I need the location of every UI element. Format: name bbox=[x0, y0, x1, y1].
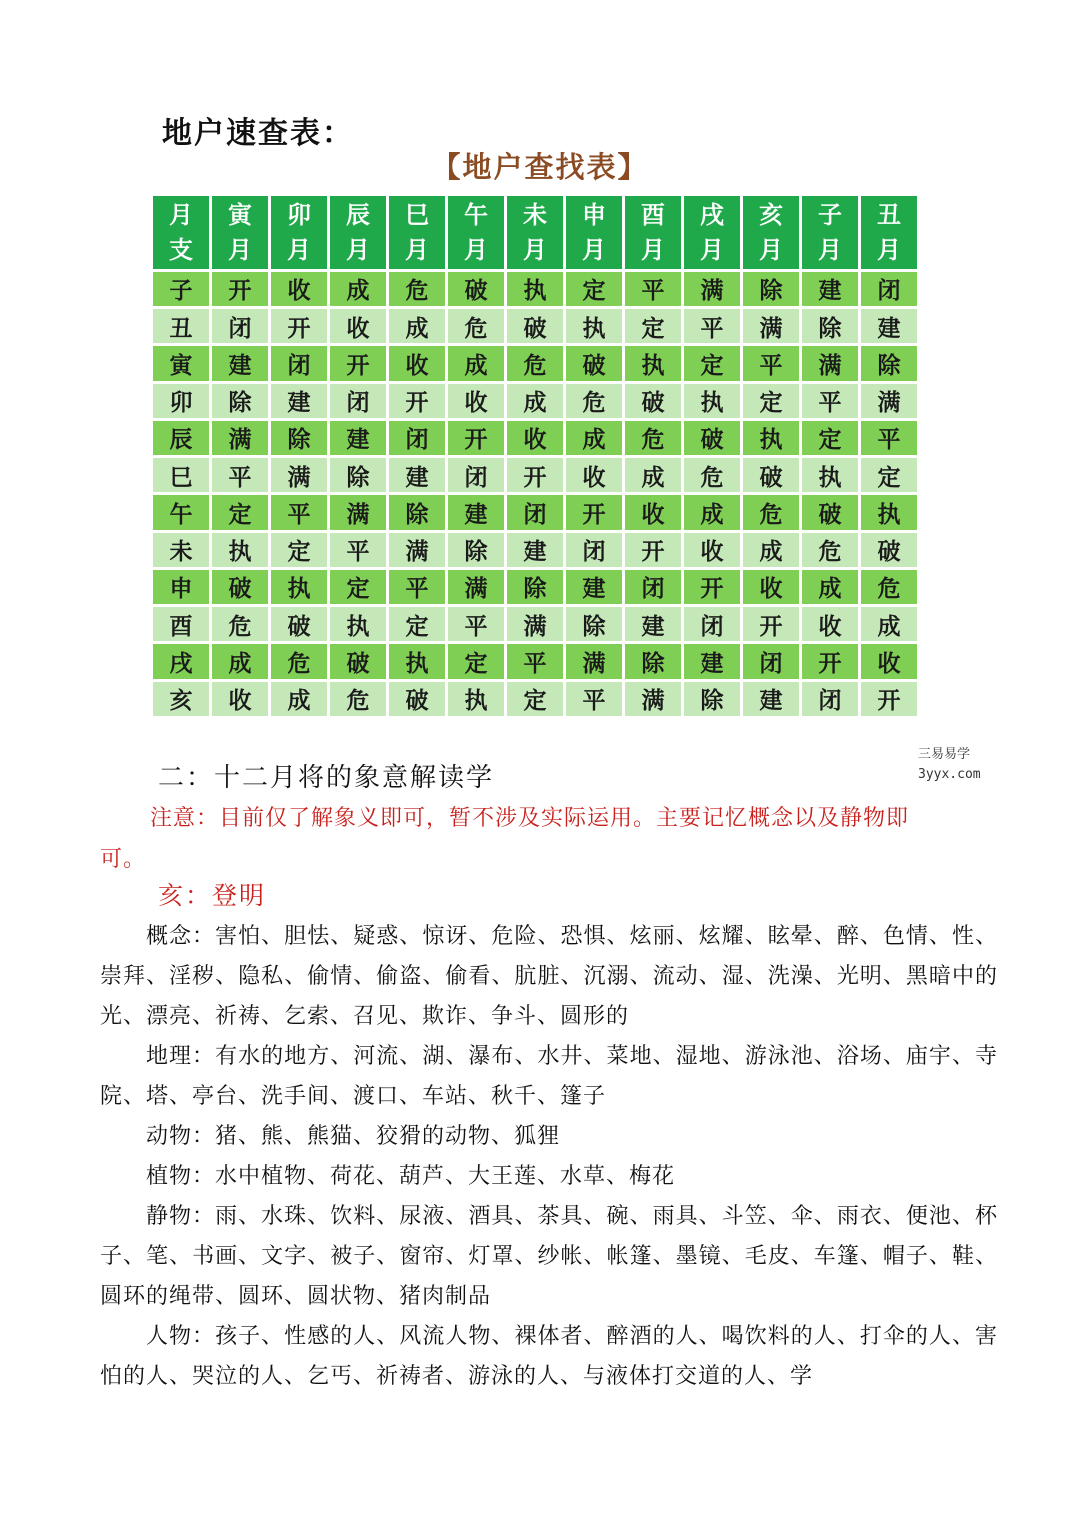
table-cell: 执 bbox=[212, 533, 268, 567]
table-cell: 危 bbox=[448, 309, 504, 343]
table-row bbox=[153, 458, 917, 492]
table-row-label: 申 bbox=[153, 570, 209, 604]
table-header-char: 月 bbox=[582, 235, 606, 265]
table-cell: 危 bbox=[271, 644, 327, 678]
table-header-char: 午 bbox=[464, 200, 488, 230]
table-cell: 除 bbox=[507, 570, 563, 604]
table-row bbox=[153, 346, 917, 380]
table-row bbox=[153, 682, 917, 716]
table-cell: 平 bbox=[330, 533, 386, 567]
table-cell: 闭 bbox=[389, 421, 445, 455]
table-header-char: 月 bbox=[700, 235, 724, 265]
table-cell: 定 bbox=[802, 421, 858, 455]
table-cell: 满 bbox=[861, 384, 917, 418]
table-cell: 满 bbox=[448, 570, 504, 604]
table-cell: 闭 bbox=[743, 644, 799, 678]
table-cell: 定 bbox=[743, 384, 799, 418]
table-cell: 收 bbox=[684, 533, 740, 567]
table-cell: 平 bbox=[271, 495, 327, 529]
paragraph-people: 人物：孩子、性感的人、风流人物、裸体者、醉酒的人、喝饮料的人、打伞的人、害怕的人、哭泣的人、乞丐、祈祷者、游泳的人、与液体打交道的人、学 bbox=[100, 1324, 998, 1389]
table-header-char: 月 bbox=[169, 200, 193, 230]
watermark-line-1: 三易易学 bbox=[918, 747, 971, 762]
table-header-cell bbox=[743, 196, 799, 269]
table-cell: 除 bbox=[861, 346, 917, 380]
table-cell: 危 bbox=[389, 272, 445, 306]
table-cell: 定 bbox=[271, 533, 327, 567]
table-cell: 执 bbox=[330, 607, 386, 641]
table-cell: 危 bbox=[566, 384, 622, 418]
table-cell: 开 bbox=[566, 495, 622, 529]
table-cell: 成 bbox=[625, 458, 681, 492]
table-row-label: 寅 bbox=[153, 346, 209, 380]
paragraph-objects: 静物：雨、水珠、饮料、尿液、酒具、茶具、碗、雨具、斗笠、伞、雨衣、便池、杯子、笔、书画、文字、被子、窗帘、灯罩、纱帐、帐篷、墨镜、毛皮、车篷、帽子、鞋、圆环的绳带、圆环、圆状物、猪肉制品 bbox=[100, 1204, 998, 1309]
table-cell: 除 bbox=[684, 682, 740, 716]
table-cell: 成 bbox=[448, 346, 504, 380]
table-cell: 成 bbox=[566, 421, 622, 455]
table-row bbox=[153, 644, 917, 678]
table-cell: 闭 bbox=[625, 570, 681, 604]
table-cell: 闭 bbox=[330, 384, 386, 418]
table-row-label: 亥 bbox=[153, 682, 209, 716]
table-header-cell bbox=[389, 196, 445, 269]
table-cell: 建 bbox=[330, 421, 386, 455]
table-row-label: 午 bbox=[153, 495, 209, 529]
table-cell: 平 bbox=[802, 384, 858, 418]
table-cell: 定 bbox=[330, 570, 386, 604]
table-cell: 定 bbox=[625, 309, 681, 343]
table-header-cell bbox=[330, 196, 386, 269]
paragraph-concept: 概念：害怕、胆怯、疑惑、惊讶、危险、恐惧、炫丽、炫耀、眩晕、醉、色情、性、崇拜、淫秽、隐私、偷情、偷盗、偷看、肮脏、沉溺、流动、湿、洗澡、光明、黑暗中的光、漂亮、祈祷、乞索、召见、欺诈、争斗、圆形的 bbox=[100, 924, 998, 1029]
table-header-row bbox=[153, 196, 917, 269]
table-cell: 定 bbox=[861, 458, 917, 492]
table-header-char: 丑 bbox=[877, 200, 901, 230]
table-cell: 开 bbox=[448, 421, 504, 455]
table-cell: 闭 bbox=[684, 607, 740, 641]
table-row-label: 卯 bbox=[153, 384, 209, 418]
table-cell: 建 bbox=[802, 272, 858, 306]
table-cell: 定 bbox=[566, 272, 622, 306]
table-cell: 执 bbox=[271, 570, 327, 604]
table-row-label: 丑 bbox=[153, 309, 209, 343]
table-cell: 破 bbox=[566, 346, 622, 380]
table-cell: 破 bbox=[271, 607, 327, 641]
table-cell: 建 bbox=[389, 458, 445, 492]
table-cell: 成 bbox=[271, 682, 327, 716]
table-header-char: 月 bbox=[228, 235, 252, 265]
table-cell: 成 bbox=[212, 644, 268, 678]
watermark-line-2: 3yyx.com bbox=[918, 767, 981, 782]
table-cell: 收 bbox=[802, 607, 858, 641]
table-cell: 平 bbox=[861, 421, 917, 455]
table-header-char: 月 bbox=[405, 235, 429, 265]
table-header-char: 月 bbox=[523, 235, 547, 265]
table-cell: 破 bbox=[625, 384, 681, 418]
table-header-cell bbox=[802, 196, 858, 269]
table-cell: 危 bbox=[507, 346, 563, 380]
table-cell: 除 bbox=[743, 272, 799, 306]
table-header-cell bbox=[212, 196, 268, 269]
table-cell: 除 bbox=[271, 421, 327, 455]
table-cell: 执 bbox=[389, 644, 445, 678]
table-cell: 成 bbox=[507, 384, 563, 418]
table-cell: 除 bbox=[389, 495, 445, 529]
table-cell: 破 bbox=[861, 533, 917, 567]
paragraph-animals: 动物：猪、熊、熊猫、狡猾的动物、狐狸 bbox=[146, 1124, 561, 1149]
table-header-char: 辰 bbox=[346, 200, 370, 230]
table-row-label: 子 bbox=[153, 272, 209, 306]
table-cell: 执 bbox=[802, 458, 858, 492]
table-cell: 破 bbox=[507, 309, 563, 343]
table-title: 【地户查找表】 bbox=[431, 150, 649, 184]
table-row bbox=[153, 570, 917, 604]
table-header-char: 寅 bbox=[228, 200, 252, 230]
table-cell: 闭 bbox=[566, 533, 622, 567]
table-cell: 开 bbox=[507, 458, 563, 492]
sub-title: 亥：登明 bbox=[158, 881, 267, 910]
table-cell: 平 bbox=[212, 458, 268, 492]
table-row bbox=[153, 421, 917, 455]
table-cell: 平 bbox=[743, 346, 799, 380]
table-header-char: 月 bbox=[759, 235, 783, 265]
table-row-label: 辰 bbox=[153, 421, 209, 455]
table-header-char: 月 bbox=[818, 235, 842, 265]
table-cell: 除 bbox=[330, 458, 386, 492]
table-header-char: 酉 bbox=[641, 200, 665, 230]
table-cell: 执 bbox=[684, 384, 740, 418]
table-cell: 开 bbox=[802, 644, 858, 678]
table-cell: 收 bbox=[861, 644, 917, 678]
table-cell: 满 bbox=[625, 682, 681, 716]
table-cell: 破 bbox=[684, 421, 740, 455]
note bbox=[100, 798, 1000, 880]
table-cell: 定 bbox=[448, 644, 504, 678]
table-cell: 破 bbox=[802, 495, 858, 529]
table-cell: 除 bbox=[448, 533, 504, 567]
table-cell: 开 bbox=[271, 309, 327, 343]
paragraph-plants: 植物：水中植物、荷花、葫芦、大王莲、水草、梅花 bbox=[146, 1164, 676, 1189]
table-cell: 满 bbox=[684, 272, 740, 306]
table-header-char: 月 bbox=[641, 235, 665, 265]
table-cell: 收 bbox=[389, 346, 445, 380]
table-header-char: 亥 bbox=[759, 200, 783, 230]
table-cell: 破 bbox=[448, 272, 504, 306]
table-cell: 满 bbox=[743, 309, 799, 343]
body-text bbox=[100, 917, 998, 1397]
table-header-cell bbox=[507, 196, 563, 269]
table-header-char: 月 bbox=[346, 235, 370, 265]
table-cell: 危 bbox=[802, 533, 858, 567]
table-row-label: 巳 bbox=[153, 458, 209, 492]
table-cell: 闭 bbox=[212, 309, 268, 343]
table-header-cell bbox=[861, 196, 917, 269]
table-cell: 执 bbox=[743, 421, 799, 455]
table-cell: 建 bbox=[448, 495, 504, 529]
table-cell: 开 bbox=[861, 682, 917, 716]
table-cell: 平 bbox=[566, 682, 622, 716]
table-cell: 成 bbox=[330, 272, 386, 306]
table-cell: 成 bbox=[684, 495, 740, 529]
table-cell: 满 bbox=[330, 495, 386, 529]
table-cell: 满 bbox=[507, 607, 563, 641]
table-cell: 建 bbox=[212, 346, 268, 380]
page-heading: 地户速查表： bbox=[162, 116, 354, 151]
watermark bbox=[918, 745, 998, 785]
table-cell: 定 bbox=[389, 607, 445, 641]
table-cell: 破 bbox=[743, 458, 799, 492]
table-header-char: 月 bbox=[287, 235, 311, 265]
table-cell: 收 bbox=[448, 384, 504, 418]
table-cell: 建 bbox=[625, 607, 681, 641]
table-cell: 满 bbox=[566, 644, 622, 678]
table-header-char: 子 bbox=[818, 200, 842, 230]
table-header-cell bbox=[153, 196, 209, 269]
paragraph-geography: 地理：有水的地方、河流、湖、瀑布、水井、菜地、湿地、游泳池、浴场、庙宇、寺院、塔、亭台、洗手间、渡口、车站、秋千、篷子 bbox=[100, 1044, 998, 1109]
table-header-cell bbox=[566, 196, 622, 269]
table-row-label: 酉 bbox=[153, 607, 209, 641]
table-cell: 成 bbox=[389, 309, 445, 343]
table-cell: 建 bbox=[271, 384, 327, 418]
table-cell: 收 bbox=[566, 458, 622, 492]
table-cell: 危 bbox=[743, 495, 799, 529]
table-cell: 成 bbox=[743, 533, 799, 567]
table-cell: 收 bbox=[271, 272, 327, 306]
table-cell: 定 bbox=[212, 495, 268, 529]
table-cell: 建 bbox=[743, 682, 799, 716]
table-cell: 闭 bbox=[271, 346, 327, 380]
table-row bbox=[153, 533, 917, 567]
table-cell: 定 bbox=[684, 346, 740, 380]
table-cell: 破 bbox=[212, 570, 268, 604]
table-row bbox=[153, 607, 917, 641]
table-cell: 成 bbox=[802, 570, 858, 604]
table-cell: 定 bbox=[507, 682, 563, 716]
table-cell: 收 bbox=[212, 682, 268, 716]
table-cell: 平 bbox=[684, 309, 740, 343]
table-cell: 危 bbox=[684, 458, 740, 492]
table-header-cell bbox=[448, 196, 504, 269]
table-cell: 收 bbox=[625, 495, 681, 529]
table-header-char: 申 bbox=[582, 200, 606, 230]
table-cell: 闭 bbox=[507, 495, 563, 529]
table-cell: 开 bbox=[212, 272, 268, 306]
table-row-label: 未 bbox=[153, 533, 209, 567]
table-cell: 破 bbox=[389, 682, 445, 716]
table-cell: 开 bbox=[389, 384, 445, 418]
table-cell: 除 bbox=[802, 309, 858, 343]
table-header-char: 戌 bbox=[700, 200, 724, 230]
table-cell: 平 bbox=[507, 644, 563, 678]
table-cell: 执 bbox=[507, 272, 563, 306]
table-cell: 开 bbox=[743, 607, 799, 641]
table-row bbox=[153, 384, 917, 418]
table-cell: 满 bbox=[212, 421, 268, 455]
table-cell: 破 bbox=[330, 644, 386, 678]
table-cell: 除 bbox=[566, 607, 622, 641]
table-cell: 建 bbox=[684, 644, 740, 678]
table-cell: 除 bbox=[212, 384, 268, 418]
note-line-2: 可。 bbox=[100, 847, 147, 872]
table-cell: 平 bbox=[448, 607, 504, 641]
section-title: 二：十二月将的象意解读学 bbox=[158, 763, 495, 793]
table-cell: 闭 bbox=[861, 272, 917, 306]
table-cell: 执 bbox=[625, 346, 681, 380]
table-cell: 执 bbox=[448, 682, 504, 716]
table-cell: 闭 bbox=[448, 458, 504, 492]
table-cell: 建 bbox=[507, 533, 563, 567]
table-row bbox=[153, 272, 917, 306]
table-header-char: 月 bbox=[877, 235, 901, 265]
table-cell: 危 bbox=[330, 682, 386, 716]
table-cell: 除 bbox=[625, 644, 681, 678]
dihu-lookup-table bbox=[150, 193, 920, 719]
table-header-cell bbox=[684, 196, 740, 269]
table-header-cell bbox=[271, 196, 327, 269]
table-cell: 满 bbox=[389, 533, 445, 567]
table-cell: 满 bbox=[802, 346, 858, 380]
table-cell: 危 bbox=[212, 607, 268, 641]
table-cell: 平 bbox=[625, 272, 681, 306]
note-line-1: 注意：目前仅了解象义即可，暂不涉及实际运用。主要记忆概念以及静物即 bbox=[150, 806, 910, 831]
table-cell: 收 bbox=[507, 421, 563, 455]
table-row-label: 戌 bbox=[153, 644, 209, 678]
table-cell: 建 bbox=[566, 570, 622, 604]
table-header-char: 巳 bbox=[405, 200, 429, 230]
table-cell: 开 bbox=[625, 533, 681, 567]
table-row bbox=[153, 309, 917, 343]
table-header-cell bbox=[625, 196, 681, 269]
table-cell: 成 bbox=[861, 607, 917, 641]
table-header-char: 卯 bbox=[287, 200, 311, 230]
table-cell: 执 bbox=[861, 495, 917, 529]
table-cell: 收 bbox=[330, 309, 386, 343]
table-cell: 开 bbox=[330, 346, 386, 380]
table-cell: 满 bbox=[271, 458, 327, 492]
table-header-char: 支 bbox=[169, 235, 193, 265]
table-cell: 开 bbox=[684, 570, 740, 604]
table-cell: 危 bbox=[625, 421, 681, 455]
table-header-char: 月 bbox=[464, 235, 488, 265]
table-cell: 闭 bbox=[802, 682, 858, 716]
table-header-char: 未 bbox=[523, 200, 547, 230]
table-cell: 建 bbox=[861, 309, 917, 343]
table-cell: 收 bbox=[743, 570, 799, 604]
table-row bbox=[153, 495, 917, 529]
table-cell: 平 bbox=[389, 570, 445, 604]
table-cell: 危 bbox=[861, 570, 917, 604]
table-cell: 执 bbox=[566, 309, 622, 343]
